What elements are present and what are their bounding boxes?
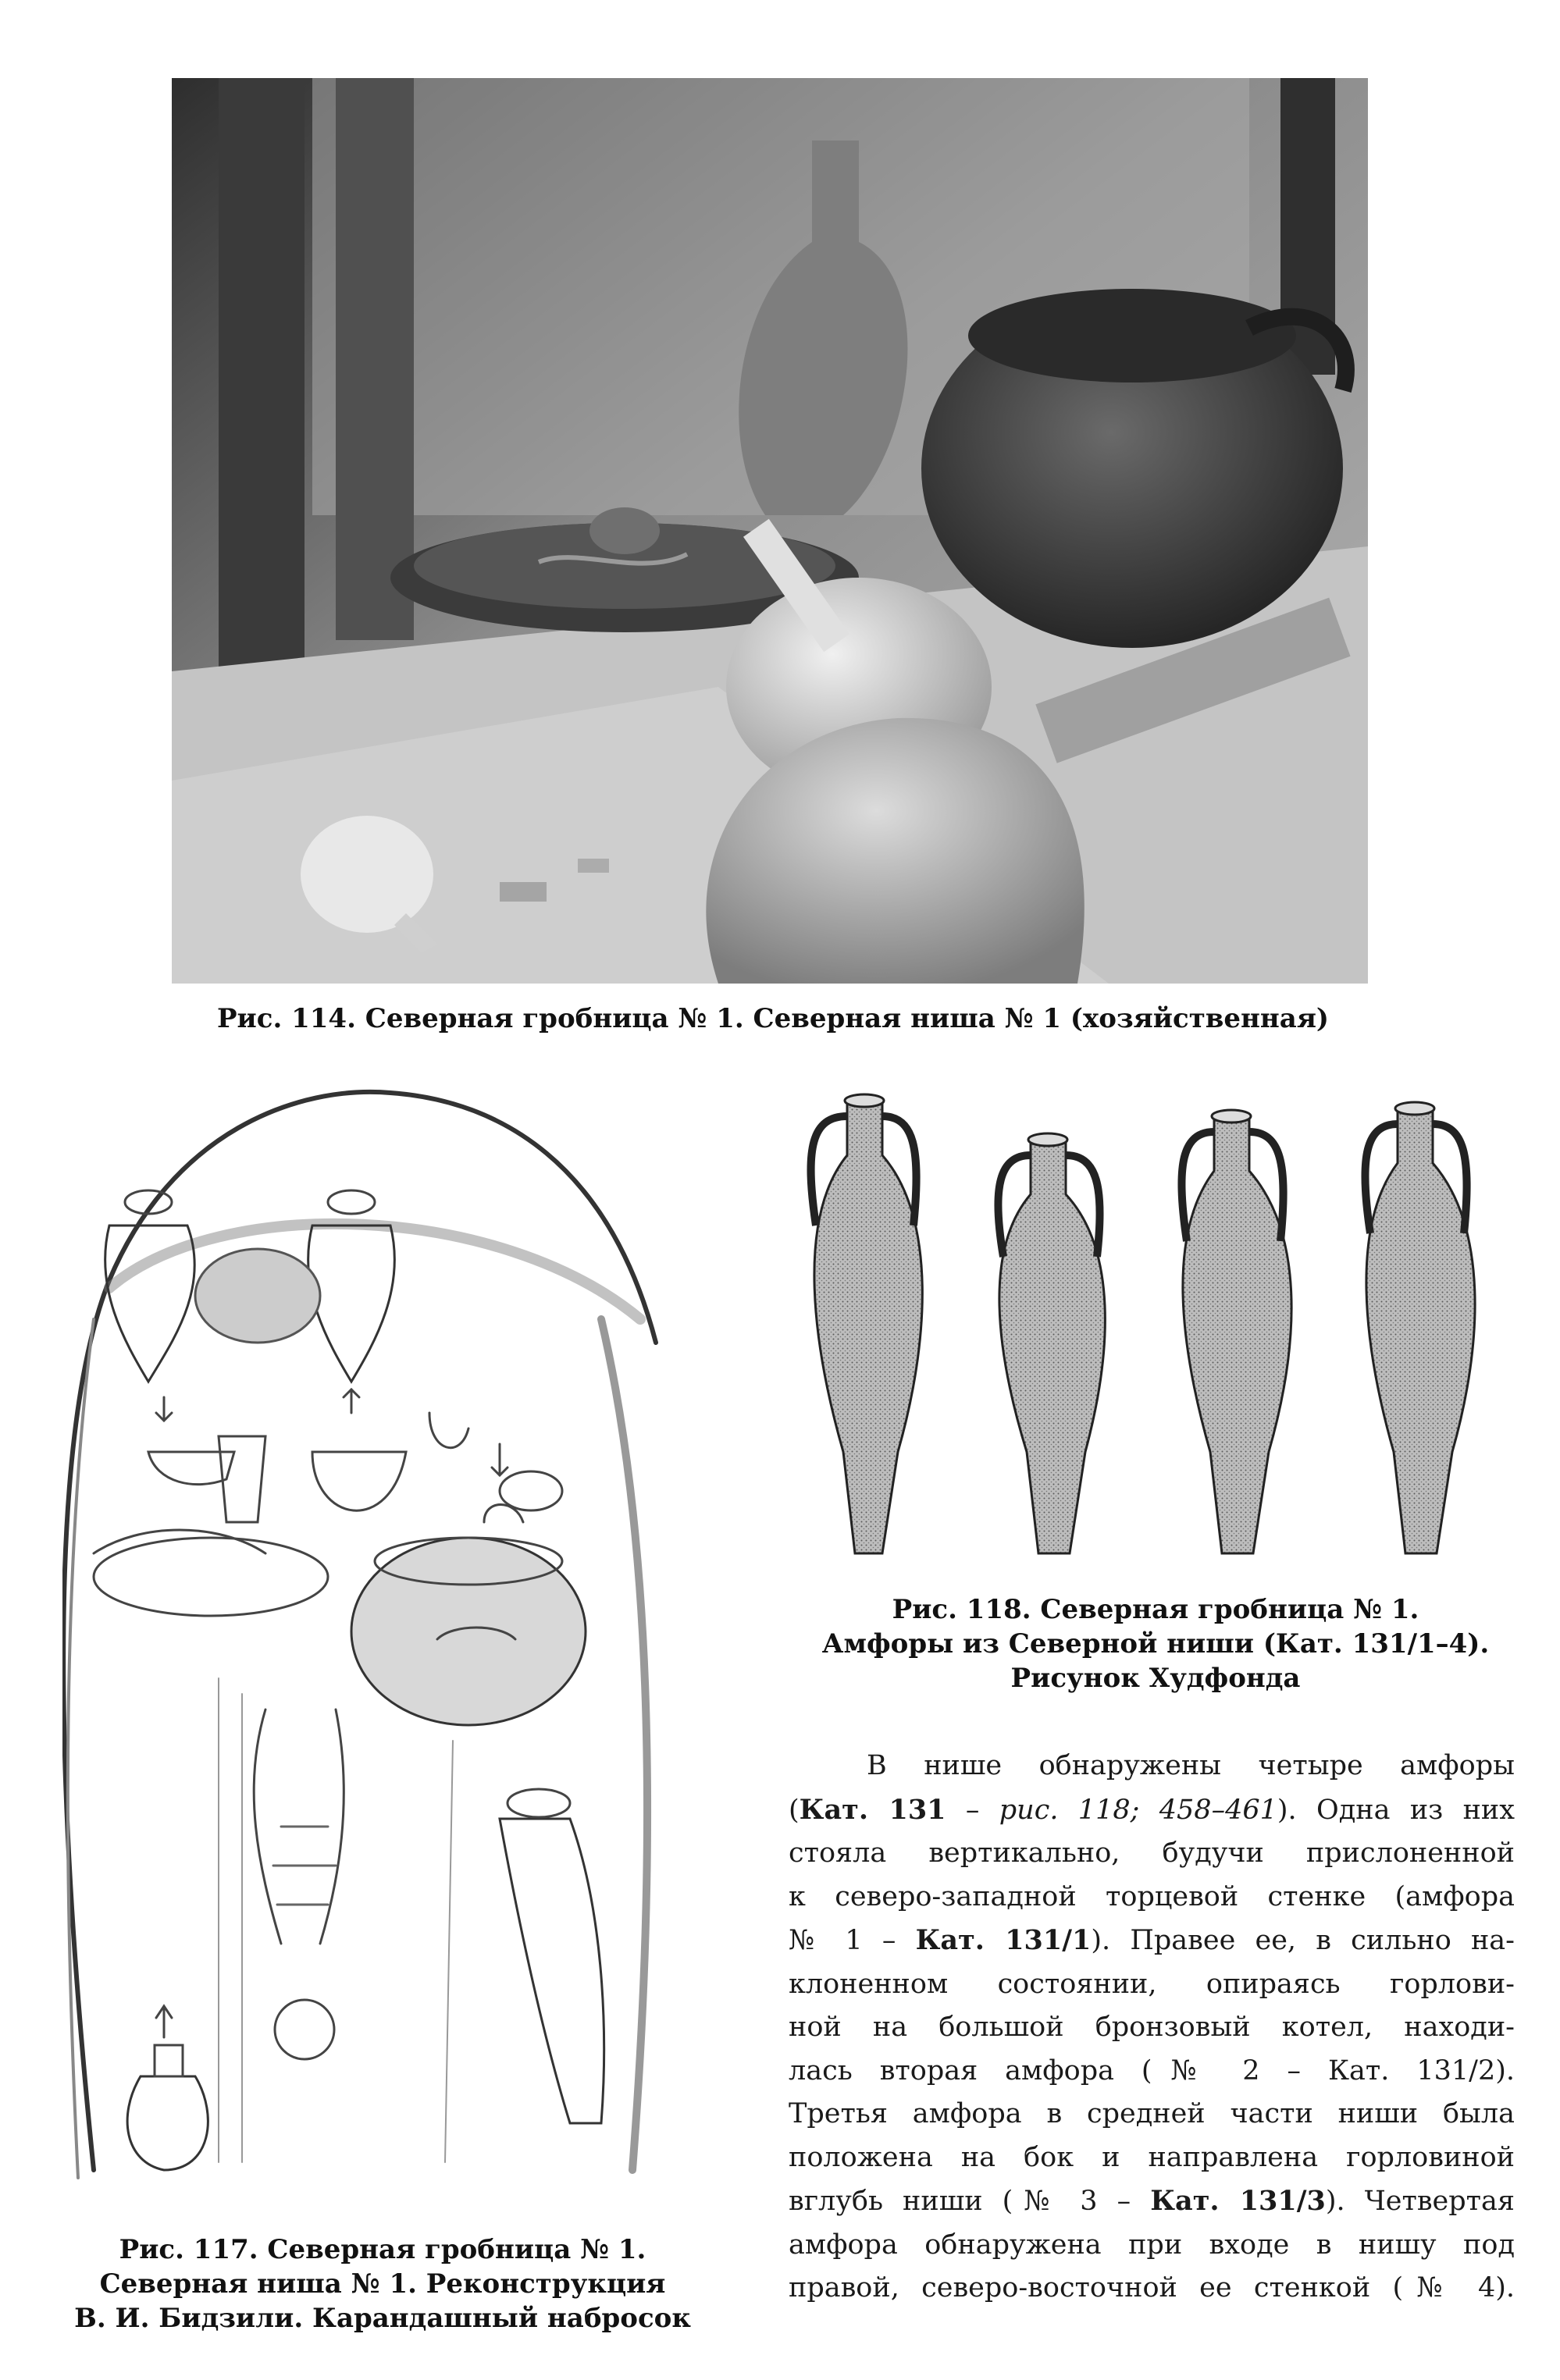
figure-118-caption xyxy=(789,1592,1523,1695)
body-text-run: ( xyxy=(789,1794,800,1826)
body-text-run: Кат. 131 xyxy=(799,1793,946,1826)
amphora-2-drawing xyxy=(998,1133,1105,1553)
body-text-run: Третья амфора в средней части ниши была xyxy=(789,2098,1515,2129)
body-text-run: ной на большой бронзовый котел, находи- xyxy=(789,2012,1515,2043)
body-text-line xyxy=(789,1963,1515,2007)
figure-118-amphorae xyxy=(781,1085,1530,1585)
figure-117-caption-line-2: Северная ниша № 1. Реконструкция xyxy=(99,2268,666,2300)
figure-117-caption-line-1: Рис. 117. Северная гробница № 1. xyxy=(119,2234,646,2265)
figure-118-caption-line-3: Рисунок Худфонда xyxy=(1010,1663,1301,1694)
amphora-3-drawing xyxy=(1181,1110,1291,1553)
figure-114-caption: Рис. 114. Северная гробница № 1. Северная ниша № 1 (хозяйственная) xyxy=(216,1003,1330,1034)
figure-118-caption-line-1: Рис. 118. Северная гробница № 1. xyxy=(892,1594,1419,1625)
figure-117-caption-line-3: В. И. Бидзили. Карандашный набросок xyxy=(74,2303,691,2334)
body-text-run: ). Одна из них xyxy=(1277,1794,1515,1826)
body-paragraph xyxy=(789,1745,1515,2311)
body-text-line xyxy=(789,1919,1515,1963)
figure-117-caption xyxy=(31,2232,734,2336)
amphora-1-drawing xyxy=(810,1094,922,1553)
body-text-run: лась вторая амфора (№ 2 – Кат. 131/2). xyxy=(789,2054,1515,2087)
body-text-line xyxy=(789,1745,1515,1788)
body-text-run: положена на бок и направлена горловиной xyxy=(789,2141,1515,2173)
body-text-run: вглубь ниши (№ 3 – xyxy=(789,2186,1151,2217)
body-text-line xyxy=(789,2179,1515,2224)
body-text-run: В нише обнаружены четыре амфоры xyxy=(867,1750,1515,1781)
body-text-run: амфора обнаружена при входе в нишу под xyxy=(789,2229,1515,2261)
body-text-run: клоненном состоянии, опираясь горлови- xyxy=(789,1968,1515,2000)
figure-117-sketch xyxy=(62,1085,671,2193)
body-text-run: стояла вертикально, будучи прислоненной xyxy=(789,1837,1515,1869)
body-text-run: – xyxy=(946,1794,999,1826)
body-text-run: правой, северо-восточной ее стенкой (№ 4). xyxy=(789,2272,1515,2304)
body-text-line xyxy=(789,2224,1515,2268)
body-text-run: № 1 – xyxy=(789,1925,916,1956)
body-text-run: Кат. 131/3 xyxy=(1150,2185,1326,2217)
niche-reconstruction-sketch xyxy=(62,1085,671,2193)
body-text-run: рис. 118; 458–461 xyxy=(999,1794,1277,1826)
tomb-niche-photo xyxy=(172,78,1368,984)
body-text-run: к северо-западной торцевой стенке (амфора xyxy=(789,1880,1515,1912)
body-text-line xyxy=(789,1876,1515,1919)
body-text-run: ). Четвертая xyxy=(1325,2186,1515,2217)
body-text-line xyxy=(789,2267,1515,2311)
body-text-line xyxy=(789,2006,1515,2050)
body-text-line xyxy=(789,2093,1515,2136)
body-text-line xyxy=(789,2050,1515,2094)
body-text-run: ). Правее ее, в сильно на- xyxy=(1091,1925,1515,1956)
body-text-line xyxy=(789,2136,1515,2180)
body-text-line xyxy=(789,1832,1515,1876)
body-text-line xyxy=(789,1788,1515,1833)
amphora-4-drawing xyxy=(1365,1102,1475,1553)
figure-114-photo xyxy=(172,78,1368,984)
four-amphorae-drawing xyxy=(781,1085,1530,1585)
body-text-run: Кат. 131/1 xyxy=(915,1924,1092,1956)
figure-118-caption-line-2: Амфоры из Северной ниши (Кат. 131/1–4). xyxy=(821,1628,1490,1660)
